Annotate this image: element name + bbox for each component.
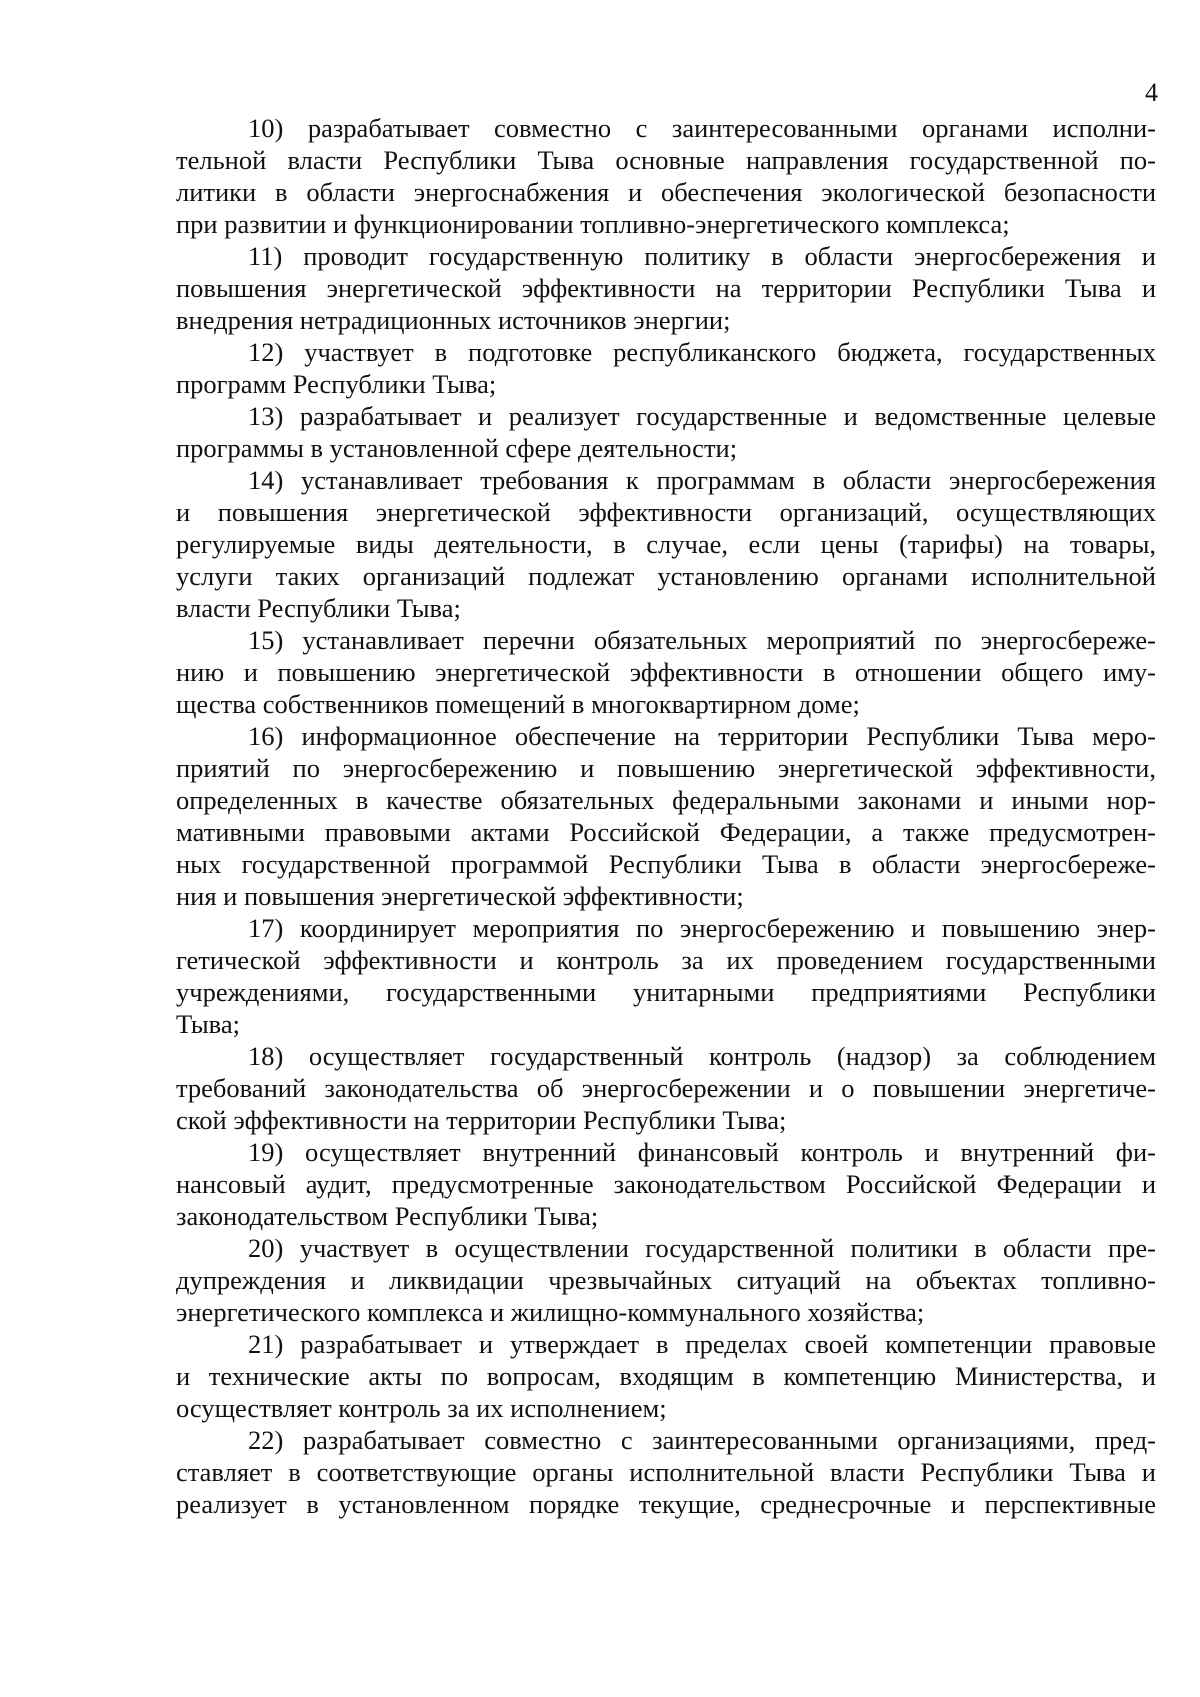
list-item (176, 624, 1156, 720)
text-line: программ Республики Тыва; (176, 369, 497, 399)
text-line: власти Республики Тыва; (176, 593, 461, 623)
text-line: 21) разрабатывает и утверждает в пределах своей компетенции правовые (248, 1329, 1156, 1359)
text-line: ской эффективности на территории Республики Тыва; (176, 1105, 787, 1135)
text-line: законодательством Республики Тыва; (176, 1201, 599, 1231)
text-line: 10) разрабатывает совместно с заинтересованными органами исполни- (248, 113, 1156, 143)
text-line: Тыва; (176, 1009, 240, 1039)
text-line: 16) информационное обеспечение на территории Республики Тыва меро- (248, 721, 1156, 751)
list-item (176, 336, 1156, 400)
text-line: нансовый аудит, предусмотренные законодательством Российской Федерации и (176, 1169, 1156, 1199)
text-line: 17) координирует мероприятия по энергосбережению и повышению энер- (248, 913, 1156, 943)
text-line: учреждениями, государственными унитарными предприятиями Республики (176, 977, 1156, 1007)
text-line: 20) участвует в осуществлении государственной политики в области пре- (248, 1233, 1156, 1263)
text-line: осуществляет контроль за их исполнением; (176, 1393, 667, 1423)
text-line: ных государственной программой Республики Тыва в области энергосбереже- (176, 849, 1156, 879)
page-number: 4 (1145, 78, 1158, 107)
list-item (176, 240, 1156, 336)
text-line: повышения энергетической эффективности на территории Республики Тыва и (176, 273, 1156, 303)
text-line: ставляет в соответствующие органы исполнительной власти Республики Тыва и (176, 1457, 1156, 1487)
list-item (176, 912, 1156, 1040)
text-line: требований законодательства об энергосбережении и о повышении энергетиче- (176, 1073, 1156, 1103)
text-line: энергетического комплекса и жилищно-коммунального хозяйства; (176, 1297, 925, 1327)
text-line: нию и повышению энергетической эффективности в отношении общего иму- (176, 657, 1156, 687)
list-item (176, 1136, 1156, 1232)
text-line: и повышения энергетической эффективности организаций, осуществляющих (176, 497, 1156, 527)
text-line: дупреждения и ликвидации чрезвычайных ситуаций на объектах топливно- (176, 1265, 1156, 1295)
text-line: щества собственников помещений в многоквартирном доме; (176, 689, 860, 719)
list-item (176, 400, 1156, 464)
text-line: 12) участвует в подготовке республиканского бюджета, государственных (248, 337, 1156, 367)
text-line: внедрения нетрадиционных источников энергии; (176, 305, 731, 335)
text-line: ния и повышения энергетической эффективности; (176, 881, 744, 911)
text-line: 13) разрабатывает и реализует государственные и ведомственные целевые (248, 401, 1156, 431)
list-item (176, 1424, 1156, 1520)
list-item (176, 464, 1156, 624)
list-item (176, 720, 1156, 912)
text-line: при развитии и функционировании топливно-энергетического комплекса; (176, 209, 1010, 239)
text-line: 22) разрабатывает совместно с заинтересованными организациями, пред- (248, 1425, 1156, 1455)
text-line: реализует в установленном порядке текущие, среднесрочные и перспективные (176, 1489, 1156, 1519)
text-line: и технические акты по вопросам, входящим в компетенцию Министерства, и (176, 1361, 1156, 1391)
text-line: 19) осуществляет внутренний финансовый контроль и внутренний фи- (248, 1137, 1156, 1167)
text-line: программы в установленной сфере деятельности; (176, 433, 738, 463)
text-line: мативными правовыми актами Российской Федерации, а также предусмотрен- (176, 817, 1156, 847)
text-line: литики в области энергоснабжения и обеспечения экологической безопасности (176, 177, 1156, 207)
text-line: услуги таких организаций подлежат установлению органами исполнительной (176, 561, 1156, 591)
list-item (176, 1328, 1156, 1424)
text-line: гетической эффективности и контроль за их проведением государственными (176, 945, 1156, 975)
text-line: 11) проводит государственную политику в области энергосбережения и (248, 241, 1156, 271)
text-line: 18) осуществляет государственный контроль (надзор) за соблюдением (248, 1041, 1156, 1071)
text-line: определенных в качестве обязательных федеральными законами и иными нор- (176, 785, 1156, 815)
list-item (176, 1040, 1156, 1136)
list-item (176, 112, 1156, 240)
list-item (176, 1232, 1156, 1328)
text-line: 14) устанавливает требования к программам в области энергосбережения (248, 465, 1156, 495)
document-body (176, 112, 1156, 1520)
text-line: тельной власти Республики Тыва основные направления государственной по- (176, 145, 1156, 175)
text-line: 15) устанавливает перечни обязательных мероприятий по энергосбереже- (248, 625, 1156, 655)
text-line: регулируемые виды деятельности, в случае, если цены (тарифы) на товары, (176, 529, 1156, 559)
text-line: приятий по энергосбережению и повышению энергетической эффективности, (176, 753, 1156, 783)
